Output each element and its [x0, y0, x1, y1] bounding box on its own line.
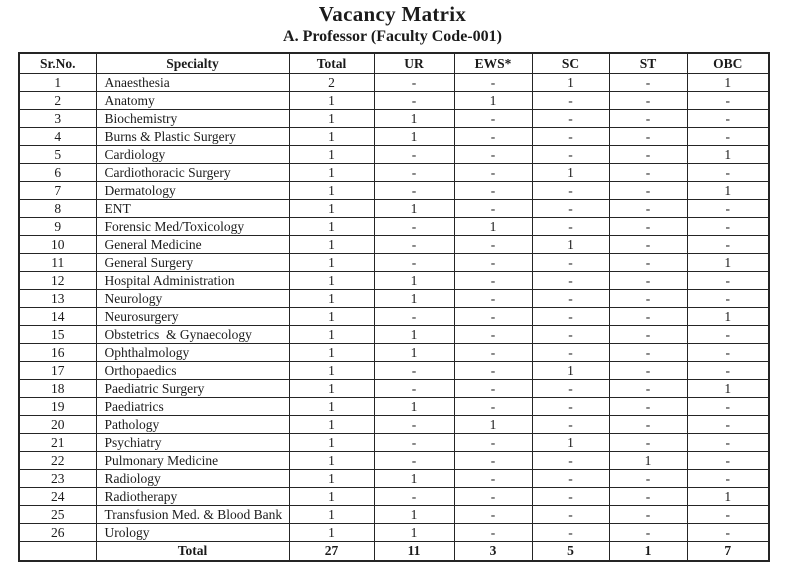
total-value-cell — [19, 542, 96, 562]
value-cell: - — [454, 398, 532, 416]
srno-cell: 11 — [19, 254, 96, 272]
value-cell: - — [687, 218, 769, 236]
value-cell: - — [609, 290, 687, 308]
value-cell: - — [532, 488, 609, 506]
srno-cell: 14 — [19, 308, 96, 326]
srno-cell: 1 — [19, 74, 96, 92]
value-cell: - — [532, 182, 609, 200]
srno-cell: 23 — [19, 470, 96, 488]
value-cell: - — [609, 272, 687, 290]
total-value-cell: 3 — [454, 542, 532, 562]
value-cell: - — [687, 110, 769, 128]
value-cell: - — [609, 218, 687, 236]
value-cell: - — [687, 272, 769, 290]
value-cell: - — [687, 434, 769, 452]
value-cell: - — [374, 236, 454, 254]
value-cell: - — [454, 488, 532, 506]
value-cell: - — [609, 200, 687, 218]
table-row — [19, 128, 769, 146]
value-cell: 1 — [687, 74, 769, 92]
total-value-cell: 11 — [374, 542, 454, 562]
specialty-cell: General Medicine — [96, 236, 289, 254]
value-cell: - — [454, 254, 532, 272]
value-cell: - — [374, 74, 454, 92]
value-cell: - — [454, 470, 532, 488]
value-cell: 1 — [374, 398, 454, 416]
table-row — [19, 164, 769, 182]
value-cell: - — [609, 236, 687, 254]
table-row — [19, 326, 769, 344]
vacancy-table-body — [19, 74, 769, 542]
value-cell: - — [454, 290, 532, 308]
value-cell: 1 — [374, 524, 454, 542]
value-cell: 1 — [289, 218, 374, 236]
specialty-cell: Forensic Med/Toxicology — [96, 218, 289, 236]
srno-cell: 8 — [19, 200, 96, 218]
specialty-cell: Biochemistry — [96, 110, 289, 128]
value-cell: - — [454, 380, 532, 398]
specialty-cell: Obstetrics & Gynaecology — [96, 326, 289, 344]
value-cell: 1 — [532, 74, 609, 92]
value-cell: 1 — [289, 164, 374, 182]
value-cell: 1 — [374, 326, 454, 344]
value-cell: - — [687, 452, 769, 470]
value-cell: 1 — [687, 146, 769, 164]
specialty-cell: Dermatology — [96, 182, 289, 200]
value-cell: - — [609, 506, 687, 524]
column-header-sc: SC — [532, 53, 609, 74]
value-cell: - — [532, 308, 609, 326]
value-cell: 1 — [289, 128, 374, 146]
value-cell: 1 — [532, 434, 609, 452]
srno-cell: 24 — [19, 488, 96, 506]
value-cell: 1 — [687, 380, 769, 398]
value-cell: - — [532, 398, 609, 416]
total-value-cell: 27 — [289, 542, 374, 562]
table-row — [19, 308, 769, 326]
value-cell: 1 — [289, 362, 374, 380]
value-cell: 1 — [374, 110, 454, 128]
value-cell: - — [609, 362, 687, 380]
column-header-srno: Sr.No. — [19, 53, 96, 74]
value-cell: - — [687, 344, 769, 362]
value-cell: 2 — [289, 74, 374, 92]
value-cell: - — [532, 524, 609, 542]
srno-cell: 22 — [19, 452, 96, 470]
table-row — [19, 452, 769, 470]
value-cell: - — [532, 92, 609, 110]
value-cell: - — [687, 470, 769, 488]
table-row — [19, 92, 769, 110]
srno-cell: 5 — [19, 146, 96, 164]
value-cell: 1 — [289, 344, 374, 362]
srno-cell: 18 — [19, 380, 96, 398]
column-header-ur: UR — [374, 53, 454, 74]
page-subtitle: A. Professor (Faculty Code-001) — [283, 28, 502, 45]
value-cell: - — [374, 488, 454, 506]
column-header-st: ST — [609, 53, 687, 74]
value-cell: - — [609, 326, 687, 344]
specialty-cell: Neurology — [96, 290, 289, 308]
value-cell: - — [374, 416, 454, 434]
value-cell: - — [454, 344, 532, 362]
value-cell: 1 — [289, 470, 374, 488]
specialty-cell: Ophthalmology — [96, 344, 289, 362]
value-cell: 1 — [289, 488, 374, 506]
value-cell: - — [687, 362, 769, 380]
value-cell: - — [687, 200, 769, 218]
value-cell: - — [454, 326, 532, 344]
value-cell: 1 — [454, 218, 532, 236]
srno-cell: 26 — [19, 524, 96, 542]
table-row — [19, 524, 769, 542]
value-cell: 1 — [289, 326, 374, 344]
value-cell: 1 — [454, 416, 532, 434]
srno-cell: 21 — [19, 434, 96, 452]
total-value-cell: 7 — [687, 542, 769, 562]
value-cell: 1 — [289, 290, 374, 308]
specialty-cell: Psychiatry — [96, 434, 289, 452]
value-cell: - — [609, 92, 687, 110]
value-cell: - — [532, 380, 609, 398]
table-row — [19, 488, 769, 506]
value-cell: - — [687, 236, 769, 254]
srno-cell: 25 — [19, 506, 96, 524]
srno-cell: 2 — [19, 92, 96, 110]
value-cell: - — [609, 254, 687, 272]
value-cell: 1 — [532, 362, 609, 380]
value-cell: - — [454, 200, 532, 218]
table-row — [19, 290, 769, 308]
value-cell: - — [454, 74, 532, 92]
document-page — [0, 2, 785, 562]
srno-cell: 12 — [19, 272, 96, 290]
value-cell: 1 — [454, 92, 532, 110]
value-cell: 1 — [374, 290, 454, 308]
value-cell: - — [374, 308, 454, 326]
value-cell: 1 — [289, 452, 374, 470]
value-cell: - — [532, 272, 609, 290]
value-cell: 1 — [289, 524, 374, 542]
value-cell: 1 — [289, 92, 374, 110]
value-cell: 1 — [289, 110, 374, 128]
value-cell: - — [609, 416, 687, 434]
value-cell: 1 — [374, 506, 454, 524]
specialty-cell: Paediatrics — [96, 398, 289, 416]
specialty-cell: Neurosurgery — [96, 308, 289, 326]
value-cell: - — [609, 308, 687, 326]
value-cell: 1 — [289, 434, 374, 452]
total-value-cell: 1 — [609, 542, 687, 562]
value-cell: - — [454, 524, 532, 542]
value-cell: - — [374, 92, 454, 110]
value-cell: - — [532, 110, 609, 128]
table-row — [19, 344, 769, 362]
value-cell: - — [687, 524, 769, 542]
specialty-cell: Pathology — [96, 416, 289, 434]
value-cell: - — [454, 182, 532, 200]
specialty-cell: Orthopaedics — [96, 362, 289, 380]
value-cell: - — [374, 254, 454, 272]
value-cell: - — [454, 110, 532, 128]
value-cell: - — [609, 110, 687, 128]
value-cell: - — [687, 164, 769, 182]
specialty-cell: Anaesthesia — [96, 74, 289, 92]
srno-cell: 3 — [19, 110, 96, 128]
srno-cell: 15 — [19, 326, 96, 344]
column-header-total: Total — [289, 53, 374, 74]
value-cell: - — [532, 146, 609, 164]
value-cell: - — [609, 164, 687, 182]
specialty-cell: Radiotherapy — [96, 488, 289, 506]
srno-cell: 9 — [19, 218, 96, 236]
value-cell: - — [374, 452, 454, 470]
value-cell: - — [609, 398, 687, 416]
value-cell: - — [609, 470, 687, 488]
value-cell: 1 — [289, 236, 374, 254]
value-cell: 1 — [289, 380, 374, 398]
table-row — [19, 200, 769, 218]
specialty-cell: Cardiology — [96, 146, 289, 164]
value-cell: 1 — [289, 182, 374, 200]
value-cell: 1 — [687, 182, 769, 200]
value-cell: 1 — [289, 398, 374, 416]
value-cell: - — [454, 434, 532, 452]
value-cell: - — [532, 326, 609, 344]
value-cell: - — [609, 146, 687, 164]
table-row — [19, 506, 769, 524]
value-cell: - — [532, 344, 609, 362]
table-row — [19, 182, 769, 200]
value-cell: 1 — [289, 416, 374, 434]
table-row — [19, 146, 769, 164]
table-header-row — [19, 53, 769, 74]
value-cell: - — [374, 146, 454, 164]
srno-cell: 4 — [19, 128, 96, 146]
srno-cell: 17 — [19, 362, 96, 380]
table-row — [19, 362, 769, 380]
value-cell: - — [374, 164, 454, 182]
column-header-specialty: Specialty — [96, 53, 289, 74]
specialty-cell: General Surgery — [96, 254, 289, 272]
value-cell: 1 — [289, 308, 374, 326]
specialty-cell: Urology — [96, 524, 289, 542]
total-value-cell: 5 — [532, 542, 609, 562]
value-cell: 1 — [687, 308, 769, 326]
value-cell: - — [687, 326, 769, 344]
value-cell: - — [374, 380, 454, 398]
value-cell: - — [454, 164, 532, 182]
value-cell: 1 — [289, 254, 374, 272]
value-cell: - — [532, 254, 609, 272]
value-cell: - — [532, 416, 609, 434]
table-row — [19, 380, 769, 398]
table-row — [19, 254, 769, 272]
value-cell: - — [532, 200, 609, 218]
value-cell: - — [454, 308, 532, 326]
value-cell: - — [687, 398, 769, 416]
table-row — [19, 74, 769, 92]
value-cell: - — [374, 218, 454, 236]
value-cell: - — [454, 128, 532, 146]
value-cell: 1 — [609, 452, 687, 470]
specialty-cell: Anatomy — [96, 92, 289, 110]
value-cell: 1 — [374, 272, 454, 290]
value-cell: 1 — [289, 272, 374, 290]
srno-cell: 6 — [19, 164, 96, 182]
value-cell: - — [532, 218, 609, 236]
value-cell: 1 — [289, 200, 374, 218]
specialty-cell: Cardiothoracic Surgery — [96, 164, 289, 182]
value-cell: - — [687, 506, 769, 524]
value-cell: - — [374, 434, 454, 452]
value-cell: 1 — [374, 344, 454, 362]
value-cell: - — [374, 362, 454, 380]
table-row — [19, 398, 769, 416]
table-row — [19, 272, 769, 290]
table-row — [19, 470, 769, 488]
srno-cell: 20 — [19, 416, 96, 434]
value-cell: - — [687, 128, 769, 146]
value-cell: 1 — [687, 488, 769, 506]
column-header-ews: EWS* — [454, 53, 532, 74]
specialty-cell: Pulmonary Medicine — [96, 452, 289, 470]
srno-cell: 13 — [19, 290, 96, 308]
specialty-cell: Paediatric Surgery — [96, 380, 289, 398]
srno-cell: 16 — [19, 344, 96, 362]
value-cell: - — [454, 146, 532, 164]
value-cell: - — [454, 236, 532, 254]
value-cell: - — [454, 452, 532, 470]
value-cell: - — [609, 434, 687, 452]
value-cell: - — [687, 92, 769, 110]
value-cell: - — [532, 452, 609, 470]
table-row — [19, 416, 769, 434]
value-cell: - — [609, 74, 687, 92]
value-cell: - — [454, 272, 532, 290]
srno-cell: 10 — [19, 236, 96, 254]
value-cell: 1 — [289, 146, 374, 164]
value-cell: - — [687, 416, 769, 434]
specialty-cell: ENT — [96, 200, 289, 218]
value-cell: 1 — [532, 164, 609, 182]
value-cell: 1 — [532, 236, 609, 254]
column-header-obc: OBC — [687, 53, 769, 74]
value-cell: - — [454, 506, 532, 524]
page-title: Vacancy Matrix — [318, 2, 467, 26]
value-cell: - — [609, 380, 687, 398]
value-cell: - — [609, 524, 687, 542]
specialty-cell: Hospital Administration — [96, 272, 289, 290]
total-label-cell: Total — [96, 542, 289, 562]
value-cell: - — [374, 182, 454, 200]
value-cell: - — [609, 128, 687, 146]
value-cell: - — [532, 470, 609, 488]
value-cell: 1 — [289, 506, 374, 524]
value-cell: 1 — [687, 254, 769, 272]
value-cell: - — [609, 344, 687, 362]
value-cell: 1 — [374, 200, 454, 218]
value-cell: - — [532, 506, 609, 524]
table-total-row — [19, 542, 769, 562]
table-row — [19, 434, 769, 452]
specialty-cell: Radiology — [96, 470, 289, 488]
value-cell: 1 — [374, 128, 454, 146]
vacancy-matrix-table — [18, 52, 770, 562]
specialty-cell: Burns & Plastic Surgery — [96, 128, 289, 146]
table-row — [19, 218, 769, 236]
srno-cell: 19 — [19, 398, 96, 416]
specialty-cell: Transfusion Med. & Blood Bank — [96, 506, 289, 524]
value-cell: 1 — [374, 470, 454, 488]
table-row — [19, 110, 769, 128]
value-cell: - — [609, 182, 687, 200]
value-cell: - — [609, 488, 687, 506]
value-cell: - — [532, 128, 609, 146]
value-cell: - — [454, 362, 532, 380]
value-cell: - — [532, 290, 609, 308]
value-cell: - — [687, 290, 769, 308]
srno-cell: 7 — [19, 182, 96, 200]
table-row — [19, 236, 769, 254]
